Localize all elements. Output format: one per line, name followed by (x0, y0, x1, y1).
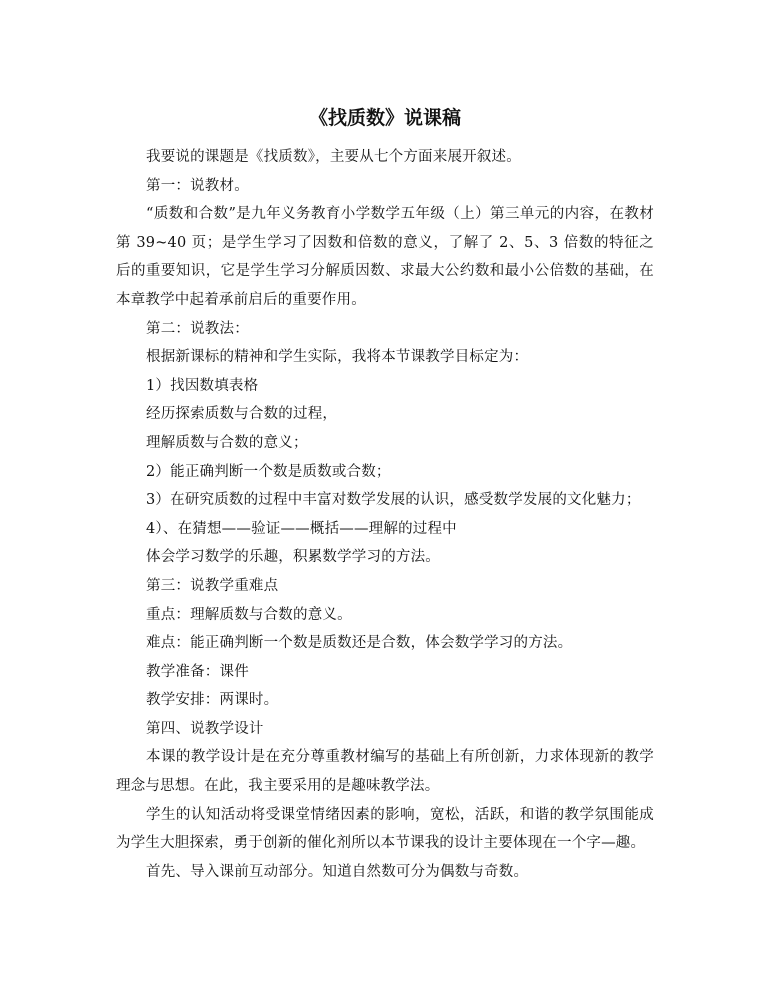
paragraph-goal-1: 1）找因数填表格 (146, 377, 259, 394)
paragraph-key-point: 重点：理解质数与合数的意义。 (146, 606, 352, 623)
paragraph-textbook-description: “质数和合数”是九年义务教育小学数学五年级（上）第三单元的内容，在教材第 39~40 页；是学生学习了因数和倍数的意义，了解了 2、5、3 倍数的特征之后的重要知识，它是学生学习分解质因数、求最大公约数和最小公倍数的基础，在本章教学中起着承前启后的重要作用。 (116, 206, 654, 308)
paragraph-section-4-heading: 第四、说教学设计 (146, 720, 264, 737)
paragraph-goal-1-detail-a: 经历探索质数与合数的过程， (146, 406, 338, 423)
paragraph-goal-2: 2）能正确判断一个数是质数或合数； (146, 463, 391, 480)
document-body (116, 143, 654, 886)
paragraph-goal-3: 3）在研究质数的过程中丰富对数学发展的认识，感受数学发展的文化魅力； (146, 492, 641, 509)
paragraph-first-step: 首先、导入课前互动部分。知道自然数可分为偶数与奇数。 (146, 863, 529, 880)
paragraph-preparation: 教学准备：课件 (146, 663, 249, 680)
paragraph-schedule: 教学安排：两课时。 (146, 692, 279, 709)
paragraph-goals-intro: 根据新课标的精神和学生实际，我将本节课教学目标定为： (146, 349, 529, 366)
paragraph-goal-4: 4）、在猜想——验证——概括——理解的过程中 (146, 520, 457, 537)
paragraph-goal-4-detail: 体会学习数学的乐趣，积累数学学习的方法。 (146, 549, 440, 566)
paragraph-intro: 我要说的课题是《找质数》，主要从七个方面来展开叙述。 (146, 149, 521, 165)
paragraph-design-description: 本课的教学设计是在充分尊重教材编写的基础上有所创新，力求体现新的教学理念与思想。在此，我主要采用的是趣味教学法。 (116, 749, 654, 795)
document-title: 《找质数》说课稿 (308, 107, 461, 129)
paragraph-cognitive-activity: 学生的认知活动将受课堂情绪因素的影响，宽松，活跃，和谐的教学氛围能成为学生大胆探索，勇于创新的催化剂所以本节课我的设计主要体现在一个字—趣。 (116, 806, 654, 852)
paragraph-section-1-heading: 第一：说教材。 (146, 177, 249, 194)
paragraph-section-2-heading: 第二：说教法： (146, 320, 249, 337)
paragraph-goal-1-detail-b: 理解质数与合数的意义； (146, 434, 308, 451)
paragraph-section-3-heading: 第三：说教学重难点 (146, 577, 279, 594)
paragraph-difficult-point: 难点：能正确判断一个数是质数还是合数，体会数学学习的方法。 (146, 635, 573, 652)
